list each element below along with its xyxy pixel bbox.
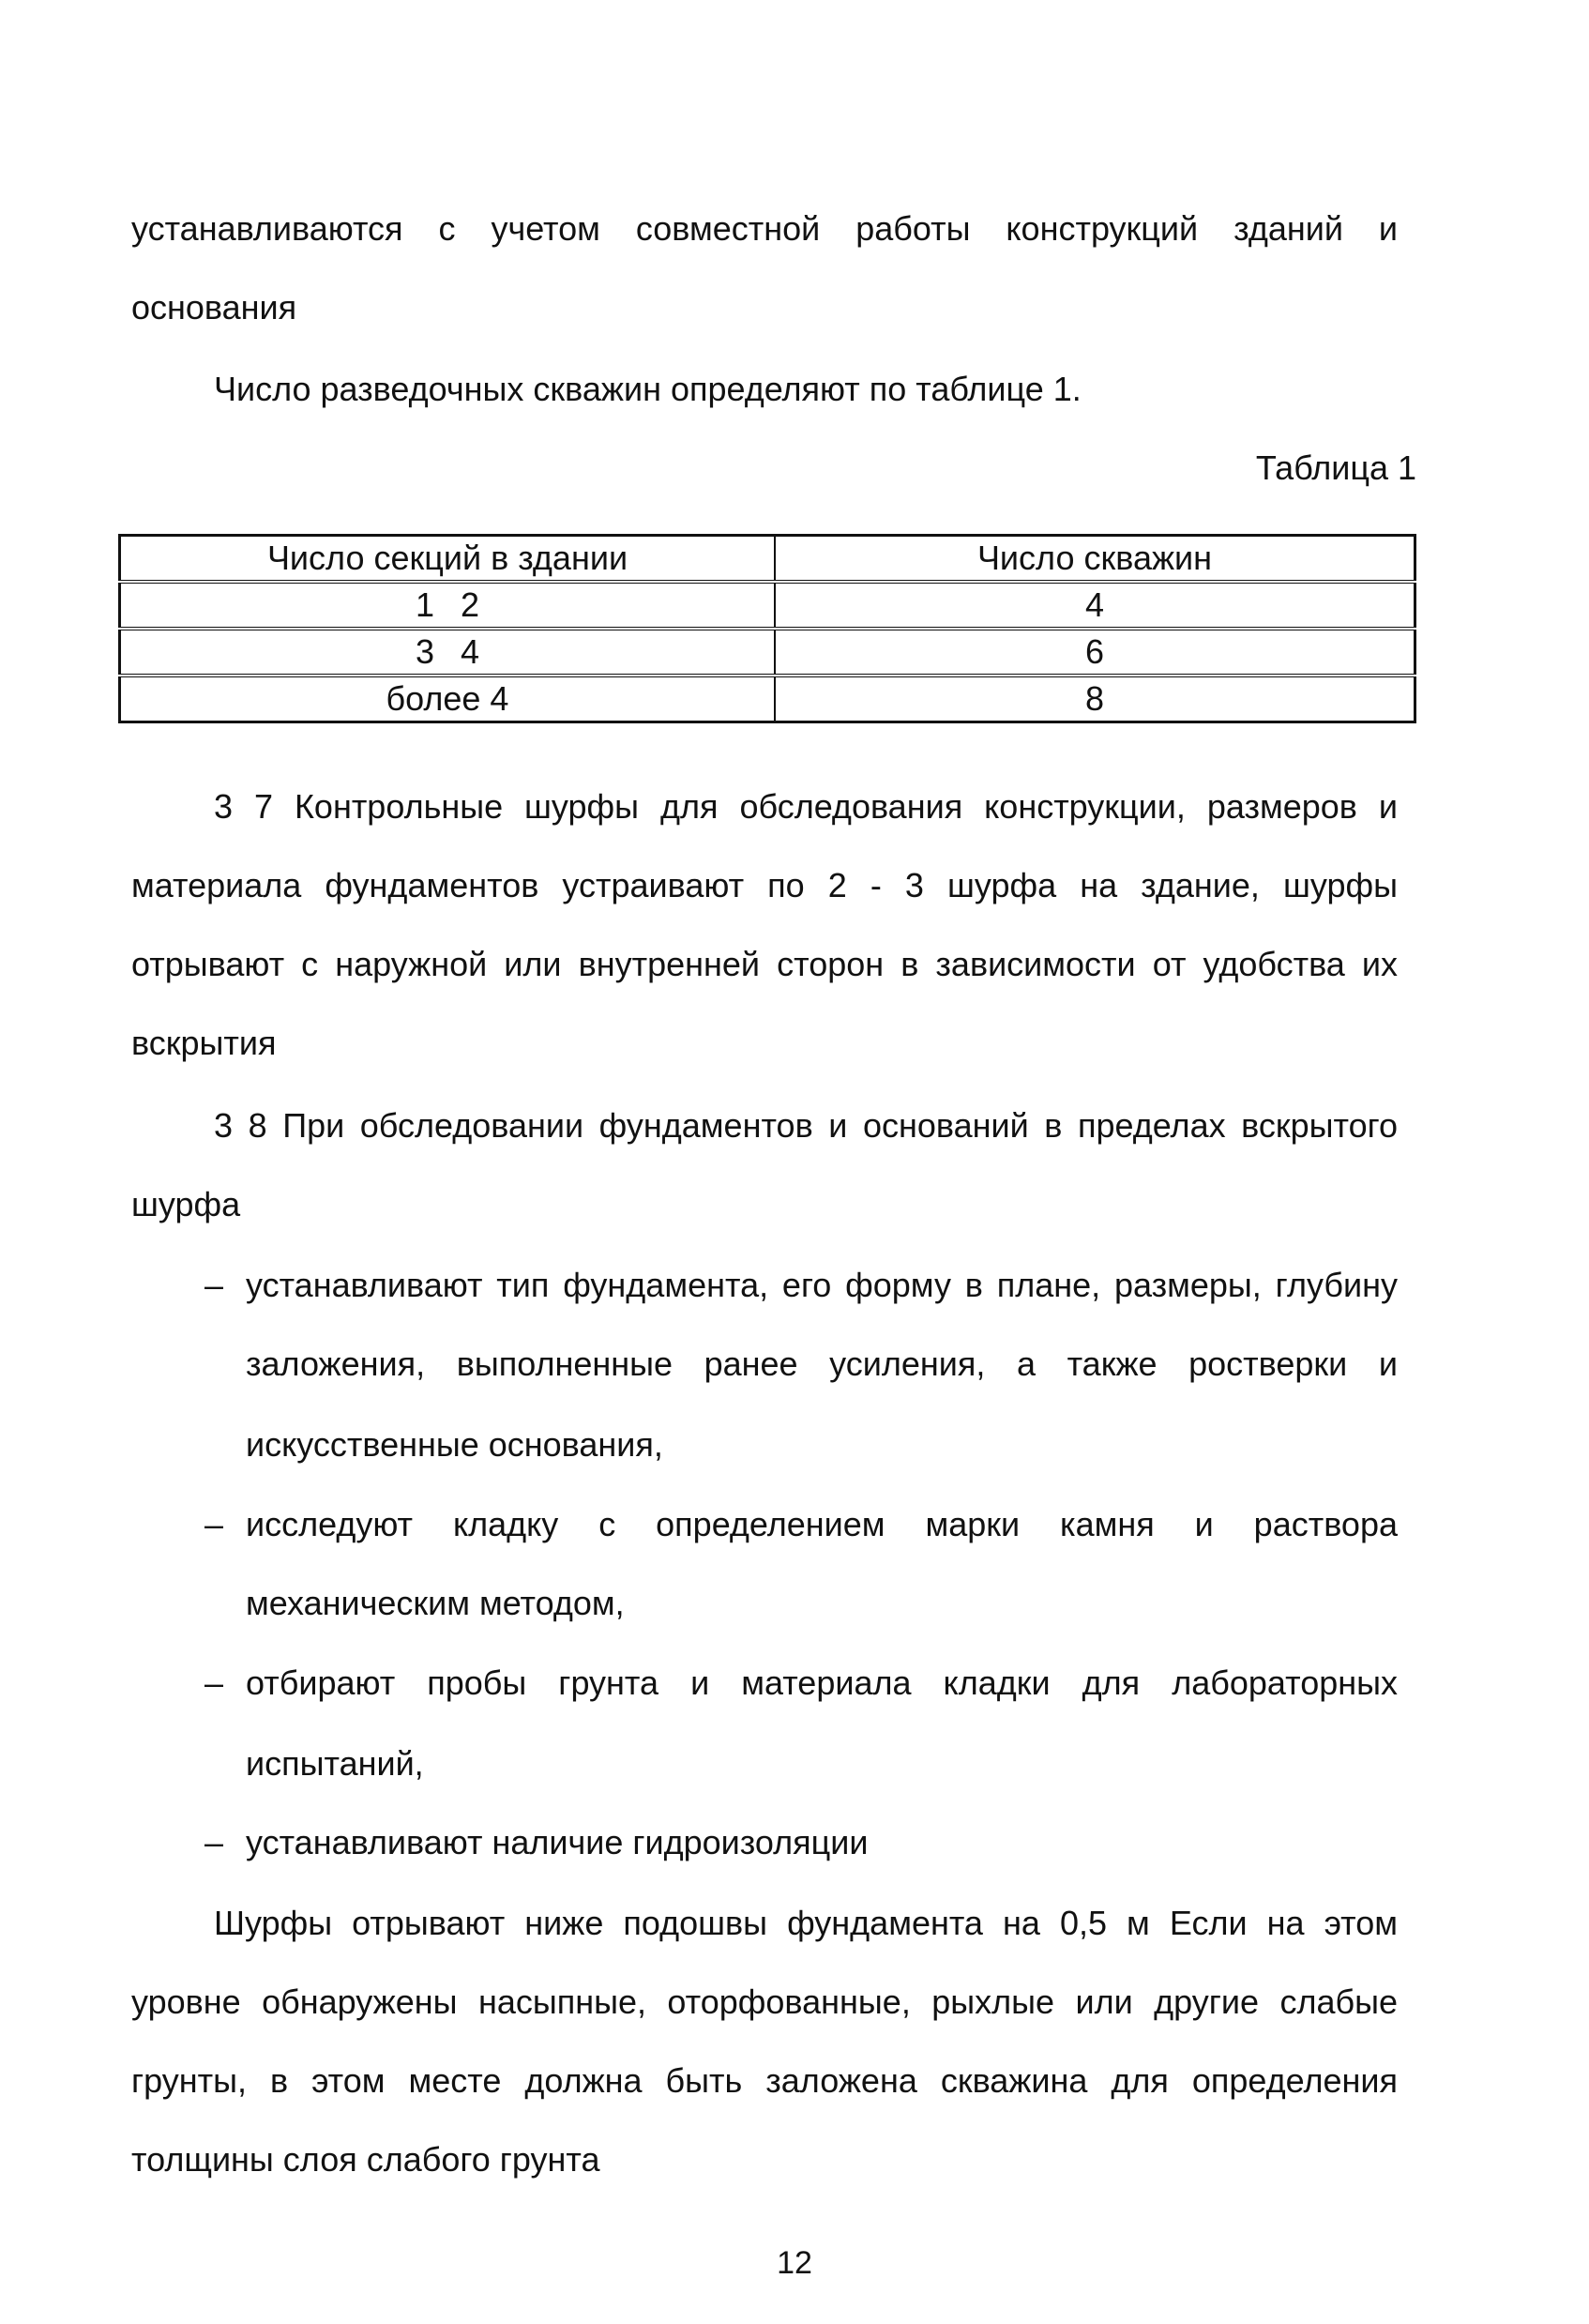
list-dash: – xyxy=(204,1823,224,1861)
table-cell: 3 4 xyxy=(120,629,776,676)
closing-line: грунты, в этом месте должна быть заложена скважина для определения xyxy=(131,2061,1398,2100)
table-cell: 4 xyxy=(775,582,1415,629)
table-cell: 1 2 xyxy=(120,582,776,629)
list-item-line: искусственные основания, xyxy=(246,1425,663,1464)
list-dash: – xyxy=(204,1663,224,1702)
table-header-cell: Число скважин xyxy=(775,536,1415,583)
paragraph-line: Число разведочных скважин определяют по таблице 1. xyxy=(214,370,1082,408)
list-item-line: заложения, выполненные ранее усиления, а также ростверки и xyxy=(246,1344,1398,1383)
table-row xyxy=(120,676,1415,722)
table-cell: 8 xyxy=(775,676,1415,722)
table-caption: Таблица 1 xyxy=(1255,448,1416,487)
table-row xyxy=(120,629,1415,676)
table-1 xyxy=(118,534,1416,723)
list-item-line: отбирают пробы грунта и материала кладки для лабораторных xyxy=(246,1663,1398,1702)
paragraph-line: устанавливаются с учетом совместной работы конструкций зданий и xyxy=(131,209,1398,248)
section-3-7-line: вскрытия xyxy=(131,1024,277,1062)
table-header-row xyxy=(120,536,1415,583)
list-dash: – xyxy=(204,1266,224,1304)
table-cell: более 4 xyxy=(120,676,776,722)
closing-line: Шурфы отрывают ниже подошвы фундамента на 0,5 м Если на этом xyxy=(214,1904,1398,1942)
table-row xyxy=(120,582,1415,629)
list-item-line: механическим методом, xyxy=(246,1584,625,1622)
table-cell: 6 xyxy=(775,629,1415,676)
section-3-8-line: 3 8 При обследовании фундаментов и оснований в пределах вскрытого xyxy=(214,1106,1398,1145)
closing-line: уровне обнаружены насыпные, оторфованные, рыхлые или другие слабые xyxy=(131,1982,1398,2021)
list-item-line: устанавливают тип фундамента, его форму в плане, размеры, глубину xyxy=(246,1266,1398,1304)
list-item-line: исследуют кладку с определением марки камня и раствора xyxy=(246,1505,1398,1543)
paragraph-line: основания xyxy=(131,288,297,327)
page-number: 12 xyxy=(777,2245,812,2281)
table-header-cell: Число секций в здании xyxy=(120,536,776,583)
section-3-7-line: 3 7 Контрольные шурфы для обследования конструкции, размеров и xyxy=(214,787,1398,826)
list-dash: – xyxy=(204,1505,224,1543)
closing-line: толщины слоя слабого грунта xyxy=(131,2140,600,2179)
section-3-7-line: отрывают с наружной или внутренней сторон в зависимости от удобства их xyxy=(131,945,1398,983)
section-3-7-line: материала фундаментов устраивают по 2 - 3 шурфа на здание, шурфы xyxy=(131,866,1398,904)
list-item-line: устанавливают наличие гидроизоляции xyxy=(246,1823,869,1861)
section-3-8-line: шурфа xyxy=(131,1185,241,1223)
list-item-line: испытаний, xyxy=(246,1744,424,1783)
